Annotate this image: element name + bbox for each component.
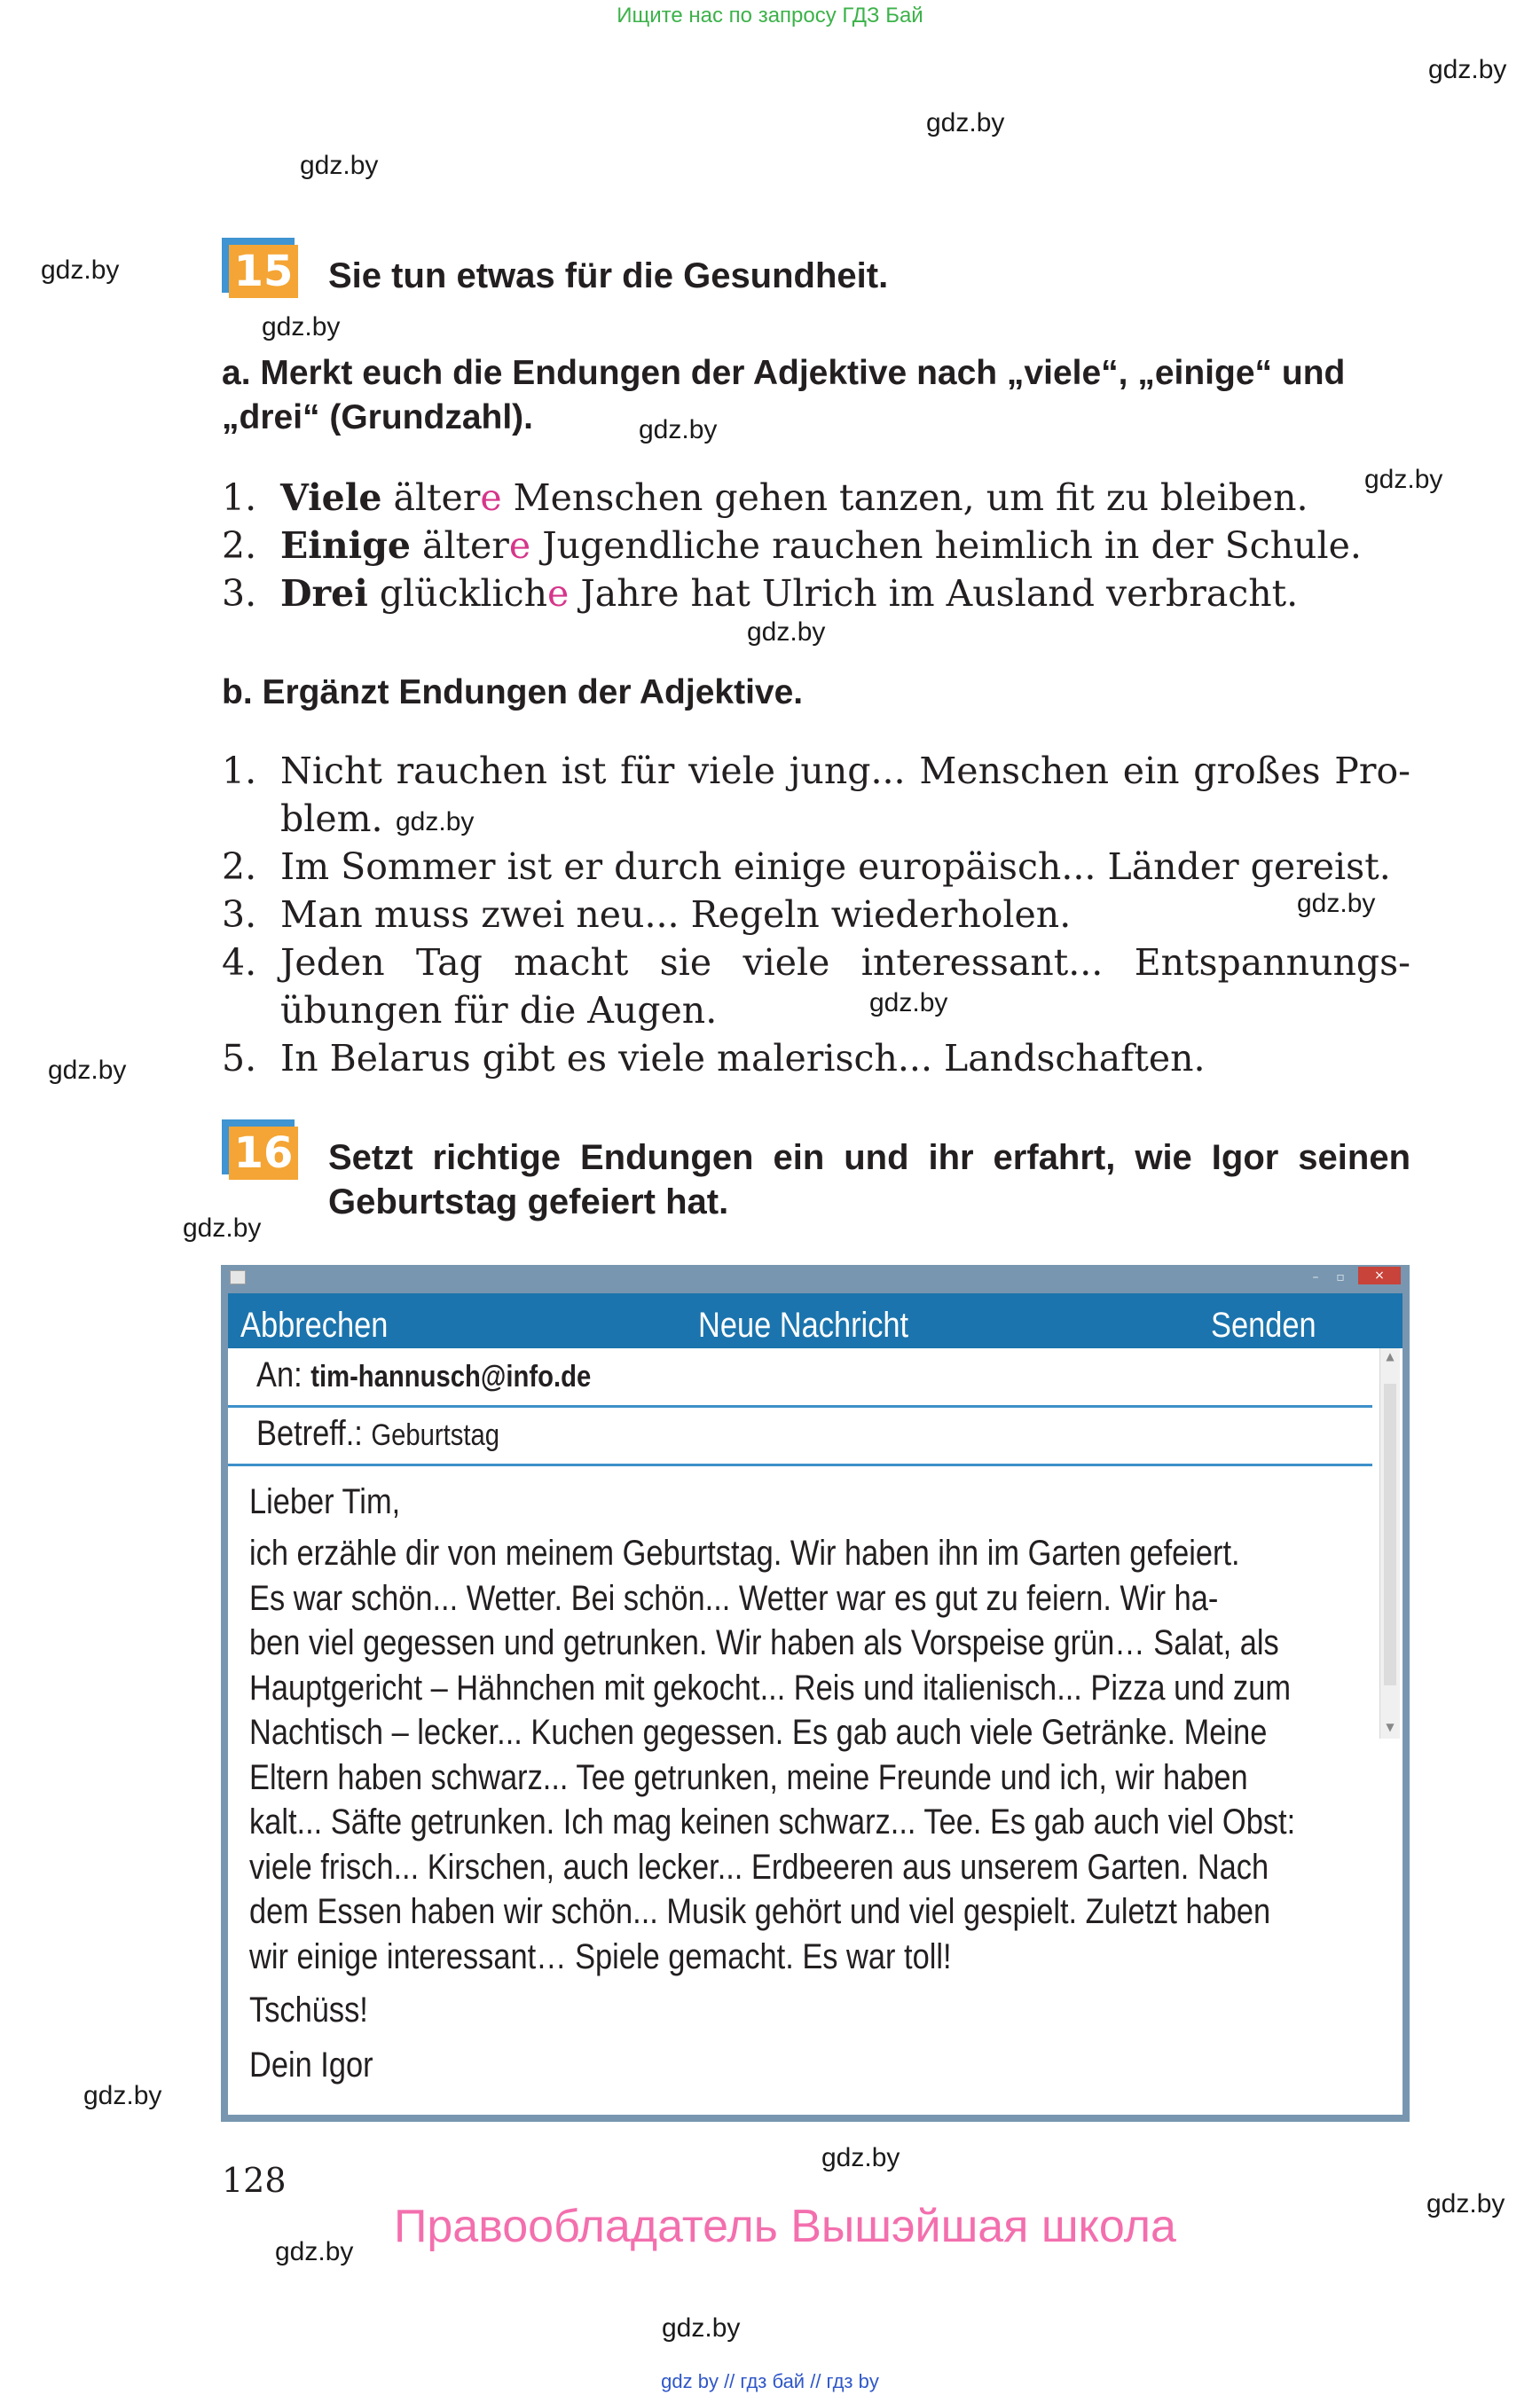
subject-field[interactable]: [228, 1407, 1372, 1466]
message-body[interactable]: [249, 1476, 1386, 2094]
body-line: ich erzähle dir von meinem Geburtstag. Wir haben ihn im Garten gefeiert.: [249, 1534, 1240, 1573]
adjective-stem: älter: [410, 524, 509, 567]
closing: Tschüss!: [249, 1991, 368, 2030]
body-line: Eltern haben schwarz... Tee getrunken, meine Freunde und ich, wir haben: [249, 1757, 1248, 1797]
watermark: gdz.by: [1364, 465, 1443, 494]
email-window: [221, 1265, 1410, 2122]
exercise-item: [222, 747, 1410, 843]
item-number: 3.: [222, 893, 257, 936]
exercise-item: [222, 891, 1410, 938]
sentence-rest: Jahre hat Ulrich im Ausland verbracht.: [569, 572, 1299, 615]
recipient-value[interactable]: tim-hannusch@info.de: [310, 1360, 592, 1394]
watermark: gdz.by: [275, 2237, 354, 2266]
quantifier-word: Drei: [280, 572, 368, 615]
email-compose-pane: [228, 1348, 1402, 2115]
sentence-line: übungen für die Augen.: [280, 989, 718, 1032]
watermark: gdz.by: [1426, 2189, 1505, 2218]
send-button[interactable]: Senden: [1211, 1306, 1316, 1345]
sentence-line: Jeden Tag macht sie viele interessant... Entspannungs-: [280, 941, 1410, 984]
page-number: 128: [222, 2161, 287, 2200]
body-line: Hauptgericht – Hähnchen mit gekocht... Reis und italienisch... Pizza und zum: [249, 1668, 1292, 1708]
scroll-up-icon[interactable]: ▲: [1386, 1350, 1395, 1362]
exercise-item: [222, 1034, 1410, 1082]
watermark: gdz.by: [396, 807, 475, 836]
example-item: [222, 474, 1410, 522]
exercise-item: [222, 938, 1410, 1034]
sentence-rest: Jugendliche rauchen heimlich in der Schule.: [530, 524, 1362, 567]
adjective-ending: e: [480, 476, 502, 519]
exercise-item: [222, 843, 1410, 891]
task-number-badge: [222, 238, 295, 296]
signature: Dein Igor: [249, 2046, 373, 2085]
body-line: wir einige interessant… Spiele gemacht. Es war toll!: [249, 1936, 952, 1976]
task-number-badge: [222, 1119, 295, 1178]
new-message-title: Neue Nachricht: [698, 1306, 909, 1345]
watermark: gdz.by: [41, 255, 120, 285]
task-number: 15: [229, 245, 298, 298]
task-title: Setzt richtige Endungen ein und ihr erfahrt, wie Igor seinen: [328, 1138, 1410, 1177]
search-banner: Ищите нас по запросу ГДЗ Бай: [617, 4, 923, 27]
body-line: dem Essen haben wir schön... Musik gehört und viel gespielt. Zuletzt haben: [249, 1892, 1271, 1931]
task-number: 16: [229, 1127, 298, 1180]
sentence-line: Nicht rauchen ist für viele jung... Menschen ein großes Pro-: [280, 750, 1410, 792]
subtask-a-label: a. Merkt euch die Endungen der Adjektive nach „viele“, „einige“ und: [222, 354, 1346, 392]
subtask-b-label: b. Ergänzt Endungen der Adjektive.: [222, 673, 804, 711]
watermark: gdz.by: [262, 312, 341, 342]
adjective-ending: e: [547, 572, 570, 615]
body-line: Nachtisch – lecker... Kuchen gegessen. Es gab auch viele Getränke. Meine: [249, 1713, 1268, 1752]
item-number: 1.: [222, 476, 257, 519]
adjective-stem: älter: [381, 476, 481, 519]
watermark: gdz.by: [183, 1213, 262, 1243]
watermark: gdz.by: [747, 617, 826, 647]
item-number: 2.: [222, 845, 257, 888]
example-item: [222, 569, 1410, 617]
greeting: Lieber Tim,: [249, 1482, 401, 1521]
item-number: 4.: [222, 941, 257, 984]
watermark: gdz.by: [869, 988, 948, 1017]
body-line: kalt... Säfte getrunken. Ich mag keinen schwarz... Tee. Es gab auch viel Obst:: [249, 1802, 1296, 1842]
cancel-button[interactable]: Abbrechen: [240, 1306, 389, 1345]
example-item: [222, 522, 1410, 569]
watermark: gdz.by: [926, 108, 1005, 137]
item-number: 5.: [222, 1037, 257, 1080]
scroll-down-icon[interactable]: ▼: [1386, 1721, 1395, 1733]
close-icon[interactable]: ×: [1358, 1267, 1401, 1284]
exercise-list: [222, 747, 1410, 1082]
quantifier-word: Viele: [280, 476, 382, 519]
sentence-line: blem.: [280, 797, 383, 840]
task-title: Sie tun etwas für die Gesundheit.: [328, 256, 889, 295]
body-line: ben viel gegessen und getrunken. Wir haben als Vorspeise grün… Salat, als: [249, 1623, 1279, 1662]
watermark: gdz.by: [821, 2143, 900, 2172]
sentence-line: Im Sommer ist er durch einige europäisch... Länder gereist.: [280, 845, 1391, 888]
subject-label: Betreff.:: [256, 1414, 363, 1453]
watermark: gdz.by: [83, 2081, 162, 2110]
footer-links[interactable]: gdz by // гдз бай // гдз by: [661, 2370, 879, 2392]
watermark: gdz.by: [48, 1056, 127, 1085]
quantifier-word: Einige: [280, 524, 411, 567]
subtask-a-label-continued: „drei“ (Grundzahl).: [222, 398, 533, 436]
email-toolbar: [228, 1293, 1402, 1348]
watermark: gdz.by: [662, 2313, 741, 2343]
sentence-rest: Menschen gehen tanzen, um fit zu bleiben.: [501, 476, 1308, 519]
watermark: gdz.by: [1297, 889, 1376, 918]
example-list: [222, 474, 1410, 617]
recipient-field[interactable]: [228, 1348, 1372, 1408]
item-number: 1.: [222, 750, 257, 792]
copyright-notice: Правообладатель Вышэйшая школа: [394, 2201, 1176, 2252]
body-line: Es war schön... Wetter. Bei schön... Wetter war es gut zu feiern. Wir ha-: [249, 1578, 1219, 1618]
recipient-label: An:: [256, 1355, 302, 1394]
minimize-icon[interactable]: –: [1312, 1270, 1319, 1284]
adjective-ending: e: [508, 524, 531, 567]
subject-value[interactable]: Geburtstag: [371, 1418, 500, 1452]
item-number: 2.: [222, 524, 257, 567]
body-line: viele frisch... Kirschen, auch lecker... Erdbeeren aus unserem Garten. Nach: [249, 1847, 1269, 1887]
task-title-continued: Geburtstag gefeiert hat.: [328, 1182, 729, 1221]
sentence-line: In Belarus gibt es viele malerisch... Landschaften.: [280, 1037, 1206, 1080]
maximize-icon[interactable]: ▫: [1336, 1270, 1345, 1284]
app-icon: [230, 1270, 246, 1284]
adjective-stem: glücklich: [367, 572, 548, 615]
item-number: 3.: [222, 572, 257, 615]
sentence-line: Man muss zwei neu... Regeln wiederholen.: [280, 893, 1072, 936]
window-titlebar: [221, 1265, 1410, 1292]
watermark: gdz.by: [639, 415, 718, 444]
watermark: gdz.by: [1428, 55, 1507, 84]
watermark: gdz.by: [300, 151, 379, 180]
